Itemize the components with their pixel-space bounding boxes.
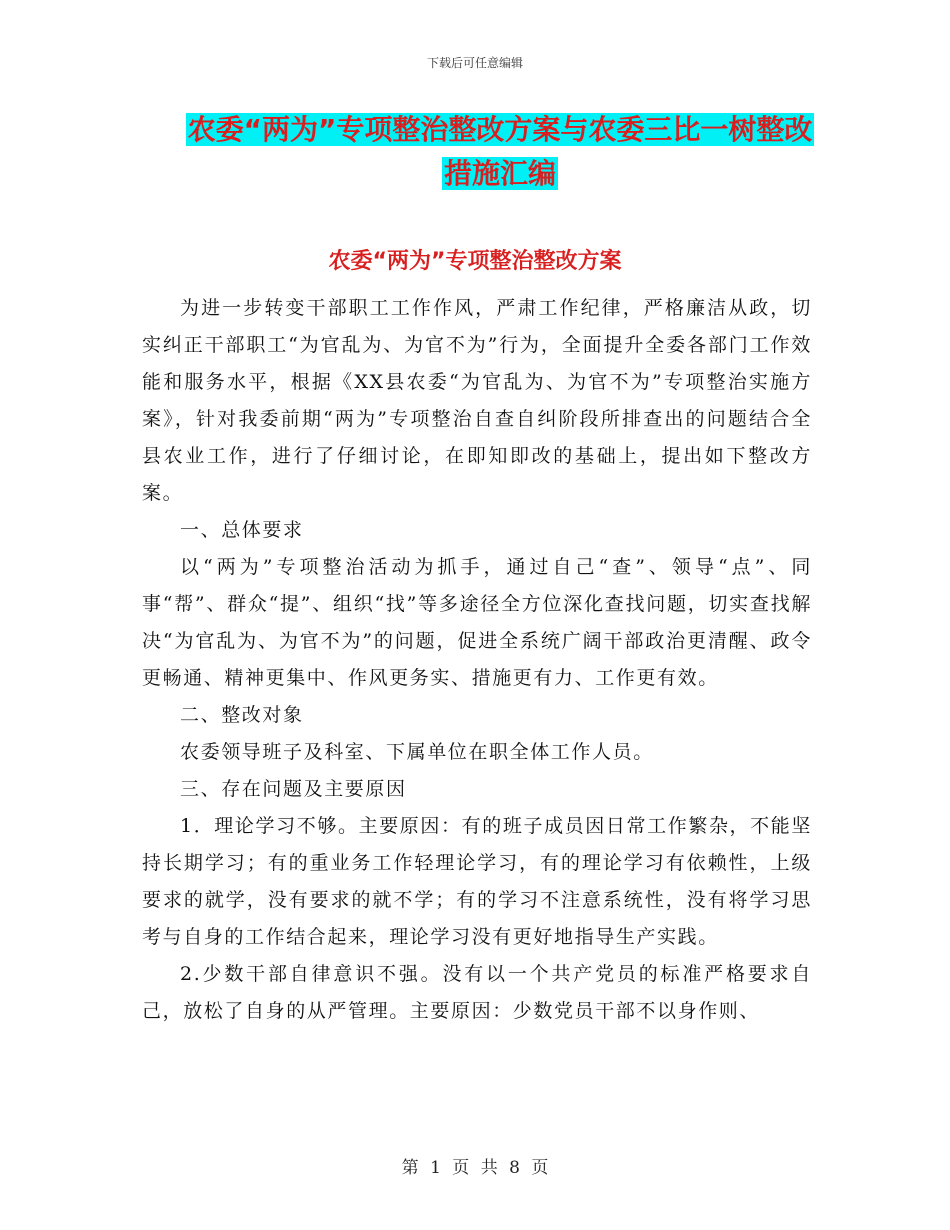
paragraph-intro: 为进一步转变干部职工工作作风，严肃工作纪律，严格廉洁从政，切实纠正干部职工“为官乱为、为官不为”行为，全面提升全委各部门工作效能和服务水平，根据《XX县农委“为官乱为、为官不为”专项整治实施方案》，针对我委前期“两为”专项整治自查自纠阶段所排查出的问题结合全县农业工作，进行了仔细讨论，在即知即改的基础上，提出如下整改方案。 [142,297,812,504]
header-note: 下载后可任意编辑 [426,56,523,70]
paragraph-problem-1: 1．理论学习不够。主要原因：有的班子成员因日常工作繁杂，不能坚持长期学习；有的重业务工作轻理论学习，有的理论学习有依赖性，上级要求的就学，没有要求的就不学；有的学习不注意系统性，没有将学习思考与自身的工作结合起来，理论学习没有更好地指导生产实践。 [142,815,812,948]
page-footer: 第 1 页 共 8 页 [401,1158,549,1178]
heading-problems-and-causes: 三、存在问题及主要原因 [180,778,407,800]
heading-rectification-targets: 二、整改对象 [180,704,304,726]
section-title: 农委“两为”专项整治整改方案 [328,249,622,274]
document-body [142,290,812,1030]
paragraph-rectification-targets: 农委领导班子及科室、下属单位在职全体工作人员。 [180,741,654,763]
document-title-line-2: 措施汇编 [443,157,556,190]
document-title-line-1: 农委“两为”专项整治整改方案与农委三比一树整改 [187,113,813,146]
document-title [140,108,860,196]
paragraph-general-requirements: 以“两为”专项整治活动为抓手，通过自己“查”、领导“点”、同事“帮”、群众“提”、组织“找”等多途径全方位深化查找问题，切实查找解决“为官乱为、为官不为”的问题，促进全系统广阔干部政治更清醒、政令更畅通、精神更集中、作风更务实、措施更有力、工作更有效。 [142,556,812,689]
paragraph-problem-2: 2.少数干部自律意识不强。没有以一个共产党员的标准严格要求自己，放松了自身的从严管理。主要原因：少数党员干部不以身作则、 [142,963,812,1022]
heading-general-requirements: 一、总体要求 [180,519,304,541]
